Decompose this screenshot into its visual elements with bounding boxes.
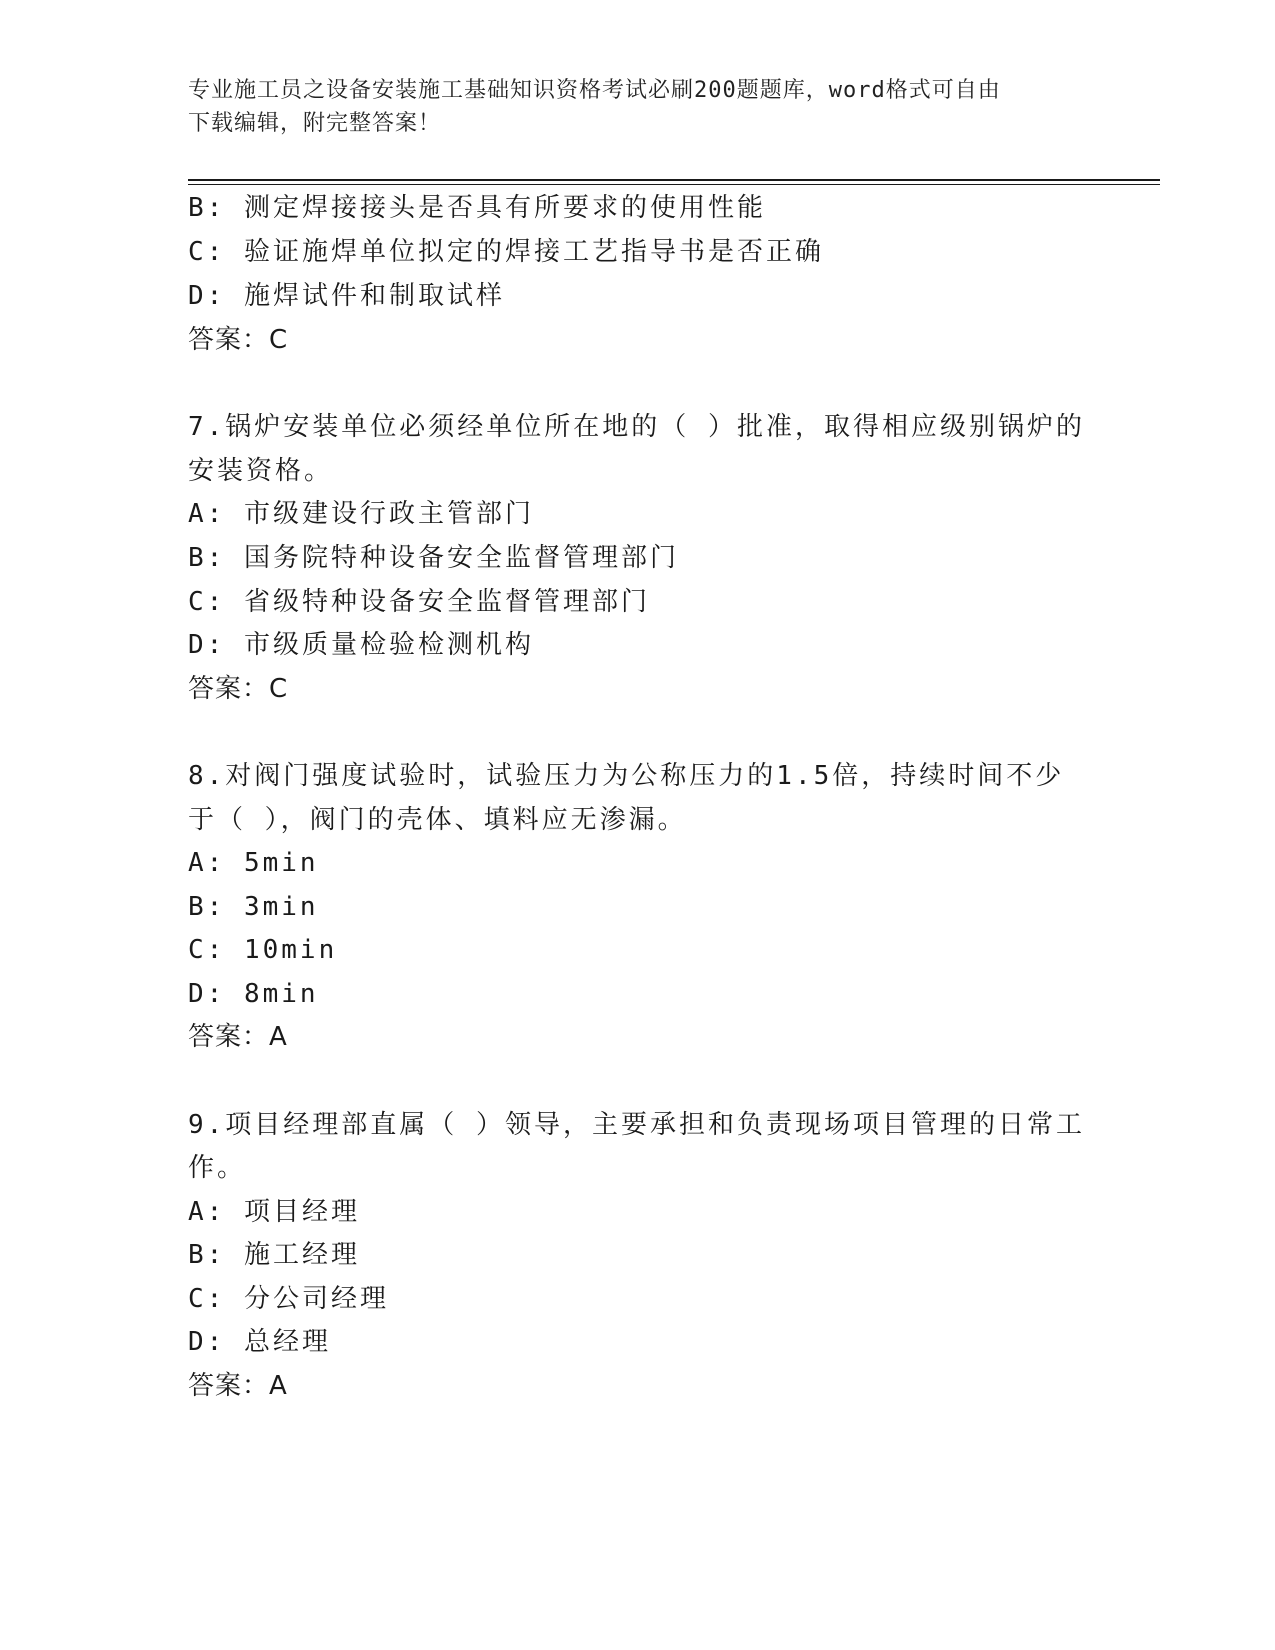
q8-option-d: D: 8min	[188, 979, 319, 1009]
q9-stem-line-1: 9.项目经理部直属（ ）领导，主要承担和负责现场项目管理的日常工	[188, 1110, 1085, 1140]
q7-stem-line-2: 安装资格。	[188, 456, 334, 486]
document-header	[188, 74, 1088, 140]
q7-option-b: B: 国务院特种设备安全监督管理部门	[188, 543, 679, 573]
q8-option-b: B: 3min	[188, 892, 319, 922]
q9-stem-line-2: 作。	[188, 1153, 247, 1183]
q8-stem-line-2: 于（ ），阀门的壳体、填料应无渗漏。	[188, 805, 687, 835]
q6-option-b: B: 测定焊接接头是否具有所要求的使用性能	[188, 193, 766, 223]
q9-option-c: C: 分公司经理	[188, 1284, 389, 1314]
q6-answer: 答案：C	[188, 325, 289, 355]
q6-option-d: D: 施焊试件和制取试样	[188, 281, 505, 311]
q7-answer: 答案：C	[188, 674, 289, 704]
q7-option-d: D: 市级质量检验检测机构	[188, 630, 534, 660]
header-divider-thin	[188, 184, 1160, 185]
q8-stem-line-1: 8.对阀门强度试验时，试验压力为公称压力的1.5倍，持续时间不少	[188, 761, 1065, 791]
q7-stem-line-1: 7.锅炉安装单位必须经单位所在地的（ ）批准，取得相应级别锅炉的	[188, 412, 1085, 442]
q9-option-a: A: 项目经理	[188, 1197, 360, 1227]
q8-answer: 答案：A	[188, 1022, 288, 1052]
header-line-2: 下载编辑，附完整答案！	[188, 111, 442, 136]
q9-option-d: D: 总经理	[188, 1327, 331, 1357]
q8-option-c: C: 10min	[188, 935, 338, 965]
q6-option-c: C: 验证施焊单位拟定的焊接工艺指导书是否正确	[188, 237, 824, 267]
q9-answer: 答案：A	[188, 1371, 288, 1401]
header-line-1: 专业施工员之设备安装施工基础知识资格考试必刷200题题库，word格式可自由	[188, 78, 1001, 103]
q9-option-b: B: 施工经理	[188, 1240, 360, 1270]
q8-option-a: A: 5min	[188, 848, 319, 878]
header-divider-thick	[188, 179, 1160, 181]
q7-option-c: C: 省级特种设备安全监督管理部门	[188, 587, 650, 617]
q7-option-a: A: 市级建设行政主管部门	[188, 499, 534, 529]
